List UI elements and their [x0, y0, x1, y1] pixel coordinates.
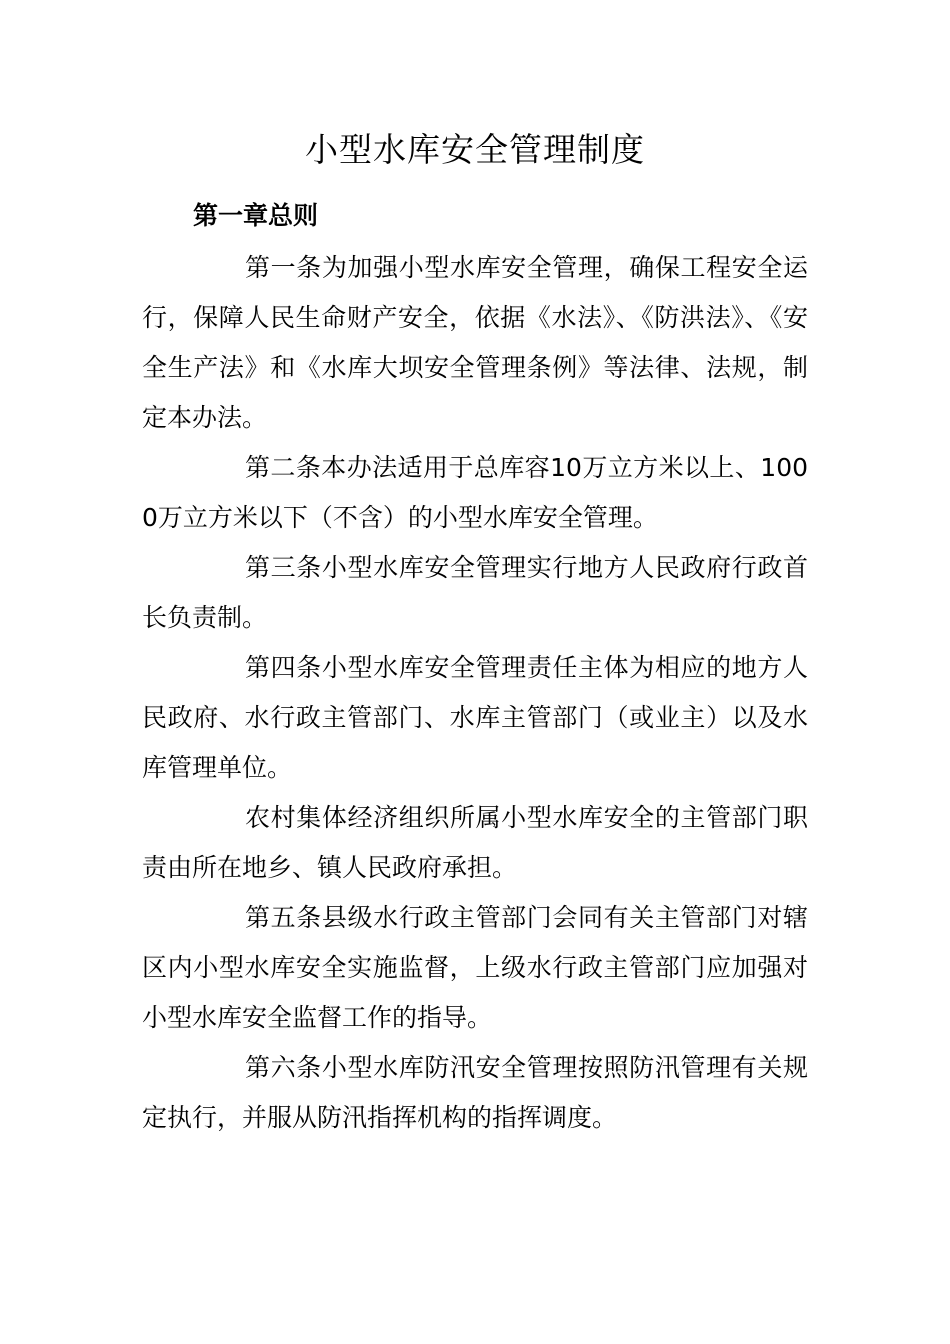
- document-body: [142, 243, 808, 1143]
- paragraph-article-4-continued: 农村集体经济组织所属小型水库安全的主管部门职责由所在地乡、镇人民政府承担。: [142, 803, 808, 882]
- paragraph-article-4: 第四条小型水库安全管理责任主体为相应的地方人民政府、水行政主管部门、水库主管部门（或业主）以及水库管理单位。: [142, 653, 808, 782]
- paragraph-article-6: 第六条小型水库防汛安全管理按照防汛管理有关规定执行，并服从防汛指挥机构的指挥调度。: [142, 1053, 808, 1132]
- paragraph-article-2: 第二条本办法适用于总库容10万立方米以上、1000万立方米以下（不含）的小型水库安全管理。: [142, 453, 808, 532]
- chapter-heading: 第一章总则: [193, 201, 319, 230]
- paragraph-article-1: 第一条为加强小型水库安全管理，确保工程安全运行，保障人民生命财产安全，依据《水法》、《防洪法》、《安全生产法》和《水库大坝安全管理条例》等法律、法规，制定本办法。: [142, 253, 808, 432]
- document-title: 小型水库安全管理制度: [305, 130, 645, 169]
- paragraph-article-3: 第三条小型水库安全管理实行地方人民政府行政首长负责制。: [142, 553, 808, 632]
- paragraph-article-5: 第五条县级水行政主管部门会同有关主管部门对辖区内小型水库安全实施监督，上级水行政主管部门应加强对小型水库安全监督工作的指导。: [142, 903, 808, 1032]
